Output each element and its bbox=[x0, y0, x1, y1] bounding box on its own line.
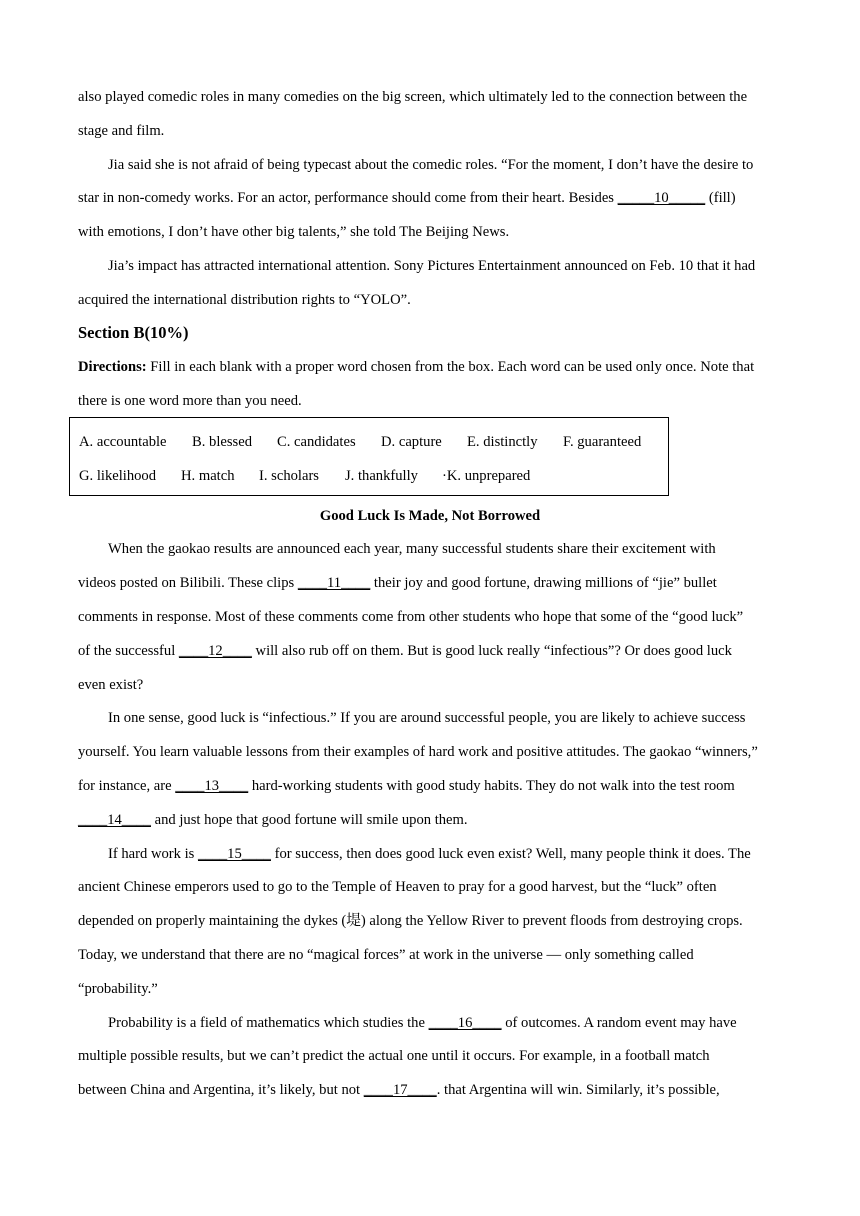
paragraph-line: Jia’s impact has attracted international attention. Sony Pictures Entertainment announced on Feb. 10 that it had bbox=[108, 258, 756, 274]
word-option: J. thankfully bbox=[345, 468, 418, 484]
text-segment: and just hope that good fortune will smile upon them. bbox=[150, 812, 468, 828]
blank-14: ____14____ bbox=[78, 812, 151, 828]
paragraph-line: ancient Chinese emperors used to go to the Temple of Heaven to pray for a good harvest, but the “luck” often bbox=[78, 879, 717, 895]
text-segment: for success, then does good luck even exist? Well, many people think it does. The bbox=[270, 846, 751, 862]
text-segment: videos posted on Bilibili. These clips bbox=[78, 575, 298, 591]
word-option: G. likelihood bbox=[79, 468, 157, 484]
directions-line: there is one word more than you need. bbox=[78, 393, 302, 409]
paragraph-line bbox=[78, 811, 468, 829]
directions-text: Fill in each blank with a proper word chosen from the box. Each word can be used only once. Note that bbox=[146, 359, 755, 375]
text-segment: for instance, are bbox=[78, 778, 176, 794]
paragraph-line bbox=[78, 1081, 720, 1099]
word-option: F. guaranteed bbox=[563, 434, 642, 450]
paragraph-line: acquired the international distribution rights to “YOLO”. bbox=[78, 292, 411, 308]
paragraph-line: with emotions, I don’t have other big talents,” she told The Beijing News. bbox=[78, 224, 510, 240]
paragraph-line: yourself. You learn valuable lessons from their examples of hard work and positive attitudes. The gaokao “winners,” bbox=[78, 744, 758, 760]
paragraph-line bbox=[108, 1014, 737, 1032]
section-heading: Section B(10%) bbox=[78, 323, 189, 342]
word-box bbox=[69, 417, 669, 496]
text-segment: their joy and good fortune, drawing millions of “jie” bullet bbox=[370, 575, 717, 591]
text-segment: (fill) bbox=[705, 190, 736, 206]
paragraph-line bbox=[78, 189, 736, 207]
text-segment: will also rub off on them. But is good luck really “infectious”? Or does good luck bbox=[251, 643, 732, 659]
word-option: C. candidates bbox=[277, 434, 356, 450]
blank-16: ____16____ bbox=[428, 1015, 502, 1031]
paragraph-line: stage and film. bbox=[78, 123, 165, 139]
text-segment: between China and Argentina, it’s likely, but not bbox=[78, 1082, 364, 1098]
blank-17: ____17____ bbox=[363, 1082, 437, 1098]
paragraph-line: also played comedic roles in many comedies on the big screen, which ultimately led to the connection between the bbox=[78, 89, 748, 105]
paragraph-line: depended on properly maintaining the dykes (堤) along the Yellow River to prevent floods from destroying crops. bbox=[78, 913, 743, 929]
paragraph-line: comments in response. Most of these comments come from other students who hope that some of the “good luck” bbox=[78, 609, 744, 625]
directions-line bbox=[78, 358, 754, 376]
paragraph-line: Jia said she is not afraid of being typecast about the comedic roles. “For the moment, I don’t have the desire to bbox=[108, 157, 754, 173]
word-option: B. blessed bbox=[192, 434, 252, 450]
text-segment: star in non-comedy works. For an actor, performance should come from their heart. Besides bbox=[78, 190, 618, 206]
word-option: D. capture bbox=[381, 434, 442, 450]
paragraph-line: When the gaokao results are announced each year, many successful students share their excitement with bbox=[108, 541, 716, 557]
blank-11: ____11____ bbox=[297, 575, 371, 591]
blank-13: ____13____ bbox=[175, 778, 249, 794]
blank-10: _____10_____ bbox=[617, 190, 706, 206]
paragraph-line bbox=[108, 845, 751, 863]
word-option: A. accountable bbox=[79, 434, 167, 450]
blank-12: ____12____ bbox=[178, 643, 252, 659]
word-option: H. match bbox=[181, 468, 235, 484]
blank-15: ____15____ bbox=[197, 846, 271, 862]
text-segment: Probability is a field of mathematics which studies the bbox=[108, 1015, 429, 1031]
paragraph-line bbox=[78, 574, 717, 592]
passage-title: Good Luck Is Made, Not Borrowed bbox=[319, 508, 541, 524]
word-option: I. scholars bbox=[259, 468, 319, 484]
paragraph-line: “probability.” bbox=[78, 981, 158, 997]
word-option: ·K. unprepared bbox=[442, 468, 531, 484]
directions-label: Directions: bbox=[78, 359, 147, 375]
paragraph-line: Today, we understand that there are no “magical forces” at work in the universe — only something called bbox=[78, 947, 694, 963]
text-segment: of the successful bbox=[78, 643, 179, 659]
paragraph-line bbox=[78, 642, 732, 660]
text-segment: . that Argentina will win. Similarly, it’s possible, bbox=[436, 1082, 720, 1098]
word-option: E. distinctly bbox=[467, 434, 538, 450]
paragraph-line: multiple possible results, but we can’t predict the actual one until it occurs. For example, in a football match bbox=[78, 1048, 710, 1064]
paragraph-line: In one sense, good luck is “infectious.” If you are around successful people, you are likely to achieve success bbox=[108, 710, 746, 726]
paragraph-line bbox=[78, 777, 735, 795]
paragraph-line: even exist? bbox=[78, 677, 144, 693]
text-segment: hard-working students with good study habits. They do not walk into the test room bbox=[248, 778, 735, 794]
text-segment: If hard work is bbox=[108, 846, 198, 862]
text-segment: of outcomes. A random event may have bbox=[501, 1015, 737, 1031]
